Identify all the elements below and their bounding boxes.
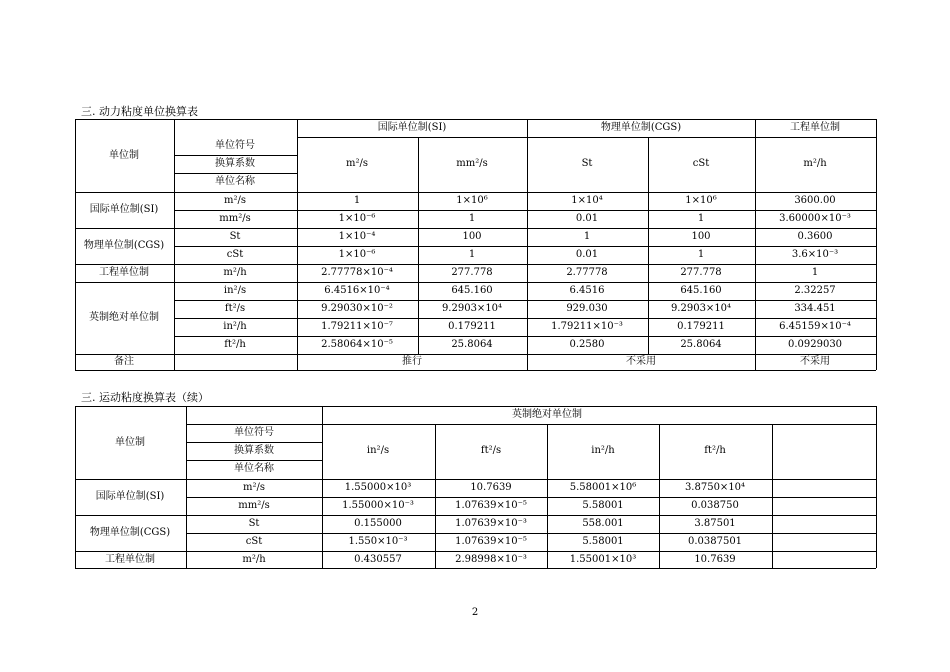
table1-header-unit-system: 单位制 bbox=[109, 150, 139, 161]
table2-header-conversion-factor: 换算系数 bbox=[234, 445, 274, 456]
table1-cell: 645.160 bbox=[451, 285, 493, 296]
table2-cell: 1.550×10⁻³ bbox=[348, 536, 408, 547]
table2-unit-col: in²/s bbox=[366, 445, 390, 456]
table1-unit-col: m²/h bbox=[803, 158, 827, 169]
table1-cell: 277.778 bbox=[680, 267, 722, 278]
table1-cell: 1.79211×10⁻³ bbox=[551, 321, 623, 332]
table1-cell: 0.01 bbox=[575, 249, 599, 260]
table2-header-unit-symbol: 单位符号 bbox=[234, 427, 274, 438]
table1-header-eng: 工程单位制 bbox=[790, 122, 840, 133]
table2-cell: 10.7639 bbox=[470, 482, 512, 493]
table2-title: 三. 运动粘度换算表（续） bbox=[81, 391, 209, 404]
table1-cell: 1×10⁻⁶ bbox=[338, 249, 376, 260]
table2-cell: 0.430557 bbox=[354, 554, 402, 565]
page-number: 2 bbox=[471, 607, 479, 618]
table1-cell: 3.6×10⁻³ bbox=[791, 249, 839, 260]
table1-cell: 2.77778 bbox=[566, 267, 608, 278]
table2-cell: 1.55000×10³ bbox=[344, 482, 412, 493]
table2-row-unit: cSt bbox=[245, 536, 263, 547]
table1-remarks-label: 备注 bbox=[114, 356, 134, 367]
table2-cell: 5.58001 bbox=[582, 500, 624, 511]
table1-cell: 1×10⁻⁴ bbox=[338, 231, 376, 242]
table1-cell: 2.58064×10⁻⁵ bbox=[321, 339, 393, 350]
table1-header-unit-name: 单位名称 bbox=[215, 176, 255, 187]
table1-row-unit: in²/s bbox=[223, 285, 247, 296]
table1-cell: 1.79211×10⁻⁷ bbox=[321, 321, 393, 332]
table2-cell: 5.58001×10⁶ bbox=[569, 482, 637, 493]
table1-cell: 0.3600 bbox=[797, 231, 833, 242]
table2-cell: 3.87501 bbox=[694, 518, 736, 529]
table1-cell: 9.2903×10⁴ bbox=[670, 303, 732, 314]
table1-cell: 25.8064 bbox=[451, 339, 493, 350]
table2-header-unit-system: 单位制 bbox=[115, 437, 145, 448]
table1-group-label: 工程单位制 bbox=[99, 267, 149, 278]
table1-cell: 9.2903×10⁴ bbox=[441, 303, 503, 314]
table1-cell: 1 bbox=[468, 249, 476, 260]
table1-header-cgs: 物理单位制(CGS) bbox=[600, 122, 682, 133]
table1-title: 三. 动力粘度单位换算表 bbox=[81, 105, 198, 118]
table1-cell: 1 bbox=[468, 213, 476, 224]
table2-unit-col: in²/h bbox=[591, 445, 615, 456]
table1-cell: 100 bbox=[462, 231, 482, 242]
table1-row-unit: mm²/s bbox=[219, 213, 251, 224]
table1-unit-col: cSt bbox=[692, 158, 710, 169]
table1-unit-col: m²/s bbox=[346, 158, 368, 169]
table1-cell: 1 bbox=[697, 249, 705, 260]
table2-cell: 2.98998×10⁻³ bbox=[455, 554, 527, 565]
table2-unit-col: ft²/h bbox=[704, 445, 726, 456]
table1-cell: 6.45159×10⁻⁴ bbox=[779, 321, 851, 332]
table1-cell: 0.0929030 bbox=[787, 339, 843, 350]
table2-row-unit: m²/s bbox=[243, 482, 265, 493]
table1-row-unit: m²/h bbox=[223, 267, 247, 278]
table2-cell: 5.58001 bbox=[582, 536, 624, 547]
table1-cell: 100 bbox=[691, 231, 711, 242]
table2-cell: 1.07639×10⁻³ bbox=[455, 518, 527, 529]
table1-cell: 3600.00 bbox=[794, 195, 836, 206]
table1-cell: 2.32257 bbox=[794, 285, 836, 296]
table1-row-unit: ft²/h bbox=[224, 339, 246, 350]
table1-cell: 1×10⁴ bbox=[571, 195, 603, 206]
table1-unit-col: St bbox=[581, 158, 593, 169]
table1-cell: 334.451 bbox=[794, 303, 836, 314]
table1-cell: 1 bbox=[353, 195, 361, 206]
table1-remarks-cgs: 不采用 bbox=[626, 356, 656, 367]
table1-remarks-si: 推行 bbox=[402, 356, 422, 367]
table2-header-unit-name: 单位名称 bbox=[234, 463, 274, 474]
table1-row-unit: ft²/s bbox=[224, 303, 246, 314]
table2-row-unit: m²/h bbox=[242, 554, 266, 565]
table2-cell: 1.55000×10⁻³ bbox=[342, 500, 414, 511]
table2-cell: 0.0387501 bbox=[687, 536, 743, 547]
table1-row-unit: St bbox=[229, 231, 241, 242]
table1-cell: 2.77778×10⁻⁴ bbox=[321, 267, 393, 278]
table1-cell: 645.160 bbox=[680, 285, 722, 296]
table2-cell: 558.001 bbox=[582, 518, 624, 529]
table1-cell: 1×10⁶ bbox=[456, 195, 488, 206]
table1-group-label: 物理单位制(CGS) bbox=[83, 240, 165, 251]
table1-cell: 0.179211 bbox=[448, 321, 496, 332]
table1-cell: 0.179211 bbox=[677, 321, 725, 332]
table1-cell: 1 bbox=[583, 231, 591, 242]
table2-header-group: 英制绝对单位制 bbox=[512, 409, 582, 420]
table1-header-conversion-factor: 换算系数 bbox=[215, 158, 255, 169]
table1-header-unit-symbol: 单位符号 bbox=[215, 140, 255, 151]
table2-cell: 10.7639 bbox=[694, 554, 736, 565]
table2-cell: 1.07639×10⁻⁵ bbox=[455, 536, 527, 547]
table1-cell: 1×10⁶ bbox=[685, 195, 717, 206]
table2-row-unit: St bbox=[248, 518, 260, 529]
table1-cell: 1×10⁻⁶ bbox=[338, 213, 376, 224]
table1-header-si: 国际单位制(SI) bbox=[377, 122, 447, 133]
table1-unit-col: mm²/s bbox=[456, 158, 488, 169]
table1-row-unit: m²/s bbox=[224, 195, 246, 206]
table2-group-label: 物理单位制(CGS) bbox=[89, 527, 171, 538]
table1-remarks-eng: 不采用 bbox=[800, 356, 830, 367]
table1-cell: 6.4516×10⁻⁴ bbox=[324, 285, 390, 296]
table1-cell: 0.01 bbox=[575, 213, 599, 224]
table2-row-unit: mm²/s bbox=[238, 500, 270, 511]
table1-cell: 1 bbox=[697, 213, 705, 224]
table1-cell: 25.8064 bbox=[680, 339, 722, 350]
table2-cell: 1.07639×10⁻⁵ bbox=[455, 500, 527, 511]
table2-cell: 3.8750×10⁴ bbox=[684, 482, 746, 493]
table2-group-label: 工程单位制 bbox=[105, 554, 155, 565]
table1-group-label: 国际单位制(SI) bbox=[89, 204, 159, 215]
table2-group-label: 国际单位制(SI) bbox=[95, 491, 165, 502]
table1-cell: 3.60000×10⁻³ bbox=[779, 213, 851, 224]
table2-cell: 1.55001×10³ bbox=[569, 554, 637, 565]
table1-cell: 1 bbox=[811, 267, 819, 278]
table2-unit-col: ft²/s bbox=[480, 445, 502, 456]
table1-cell: 929.030 bbox=[566, 303, 608, 314]
table1-row-unit: cSt bbox=[226, 249, 244, 260]
table1-group-label: 英制绝对单位制 bbox=[89, 312, 159, 323]
table1-row-unit: in²/h bbox=[223, 321, 247, 332]
table2-cell: 0.038750 bbox=[691, 500, 739, 511]
table1-cell: 277.778 bbox=[451, 267, 493, 278]
table1-cell: 6.4516 bbox=[569, 285, 605, 296]
table2-cell: 0.155000 bbox=[354, 518, 402, 529]
table1-cell: 9.29030×10⁻² bbox=[321, 303, 393, 314]
table1-cell: 0.2580 bbox=[569, 339, 605, 350]
